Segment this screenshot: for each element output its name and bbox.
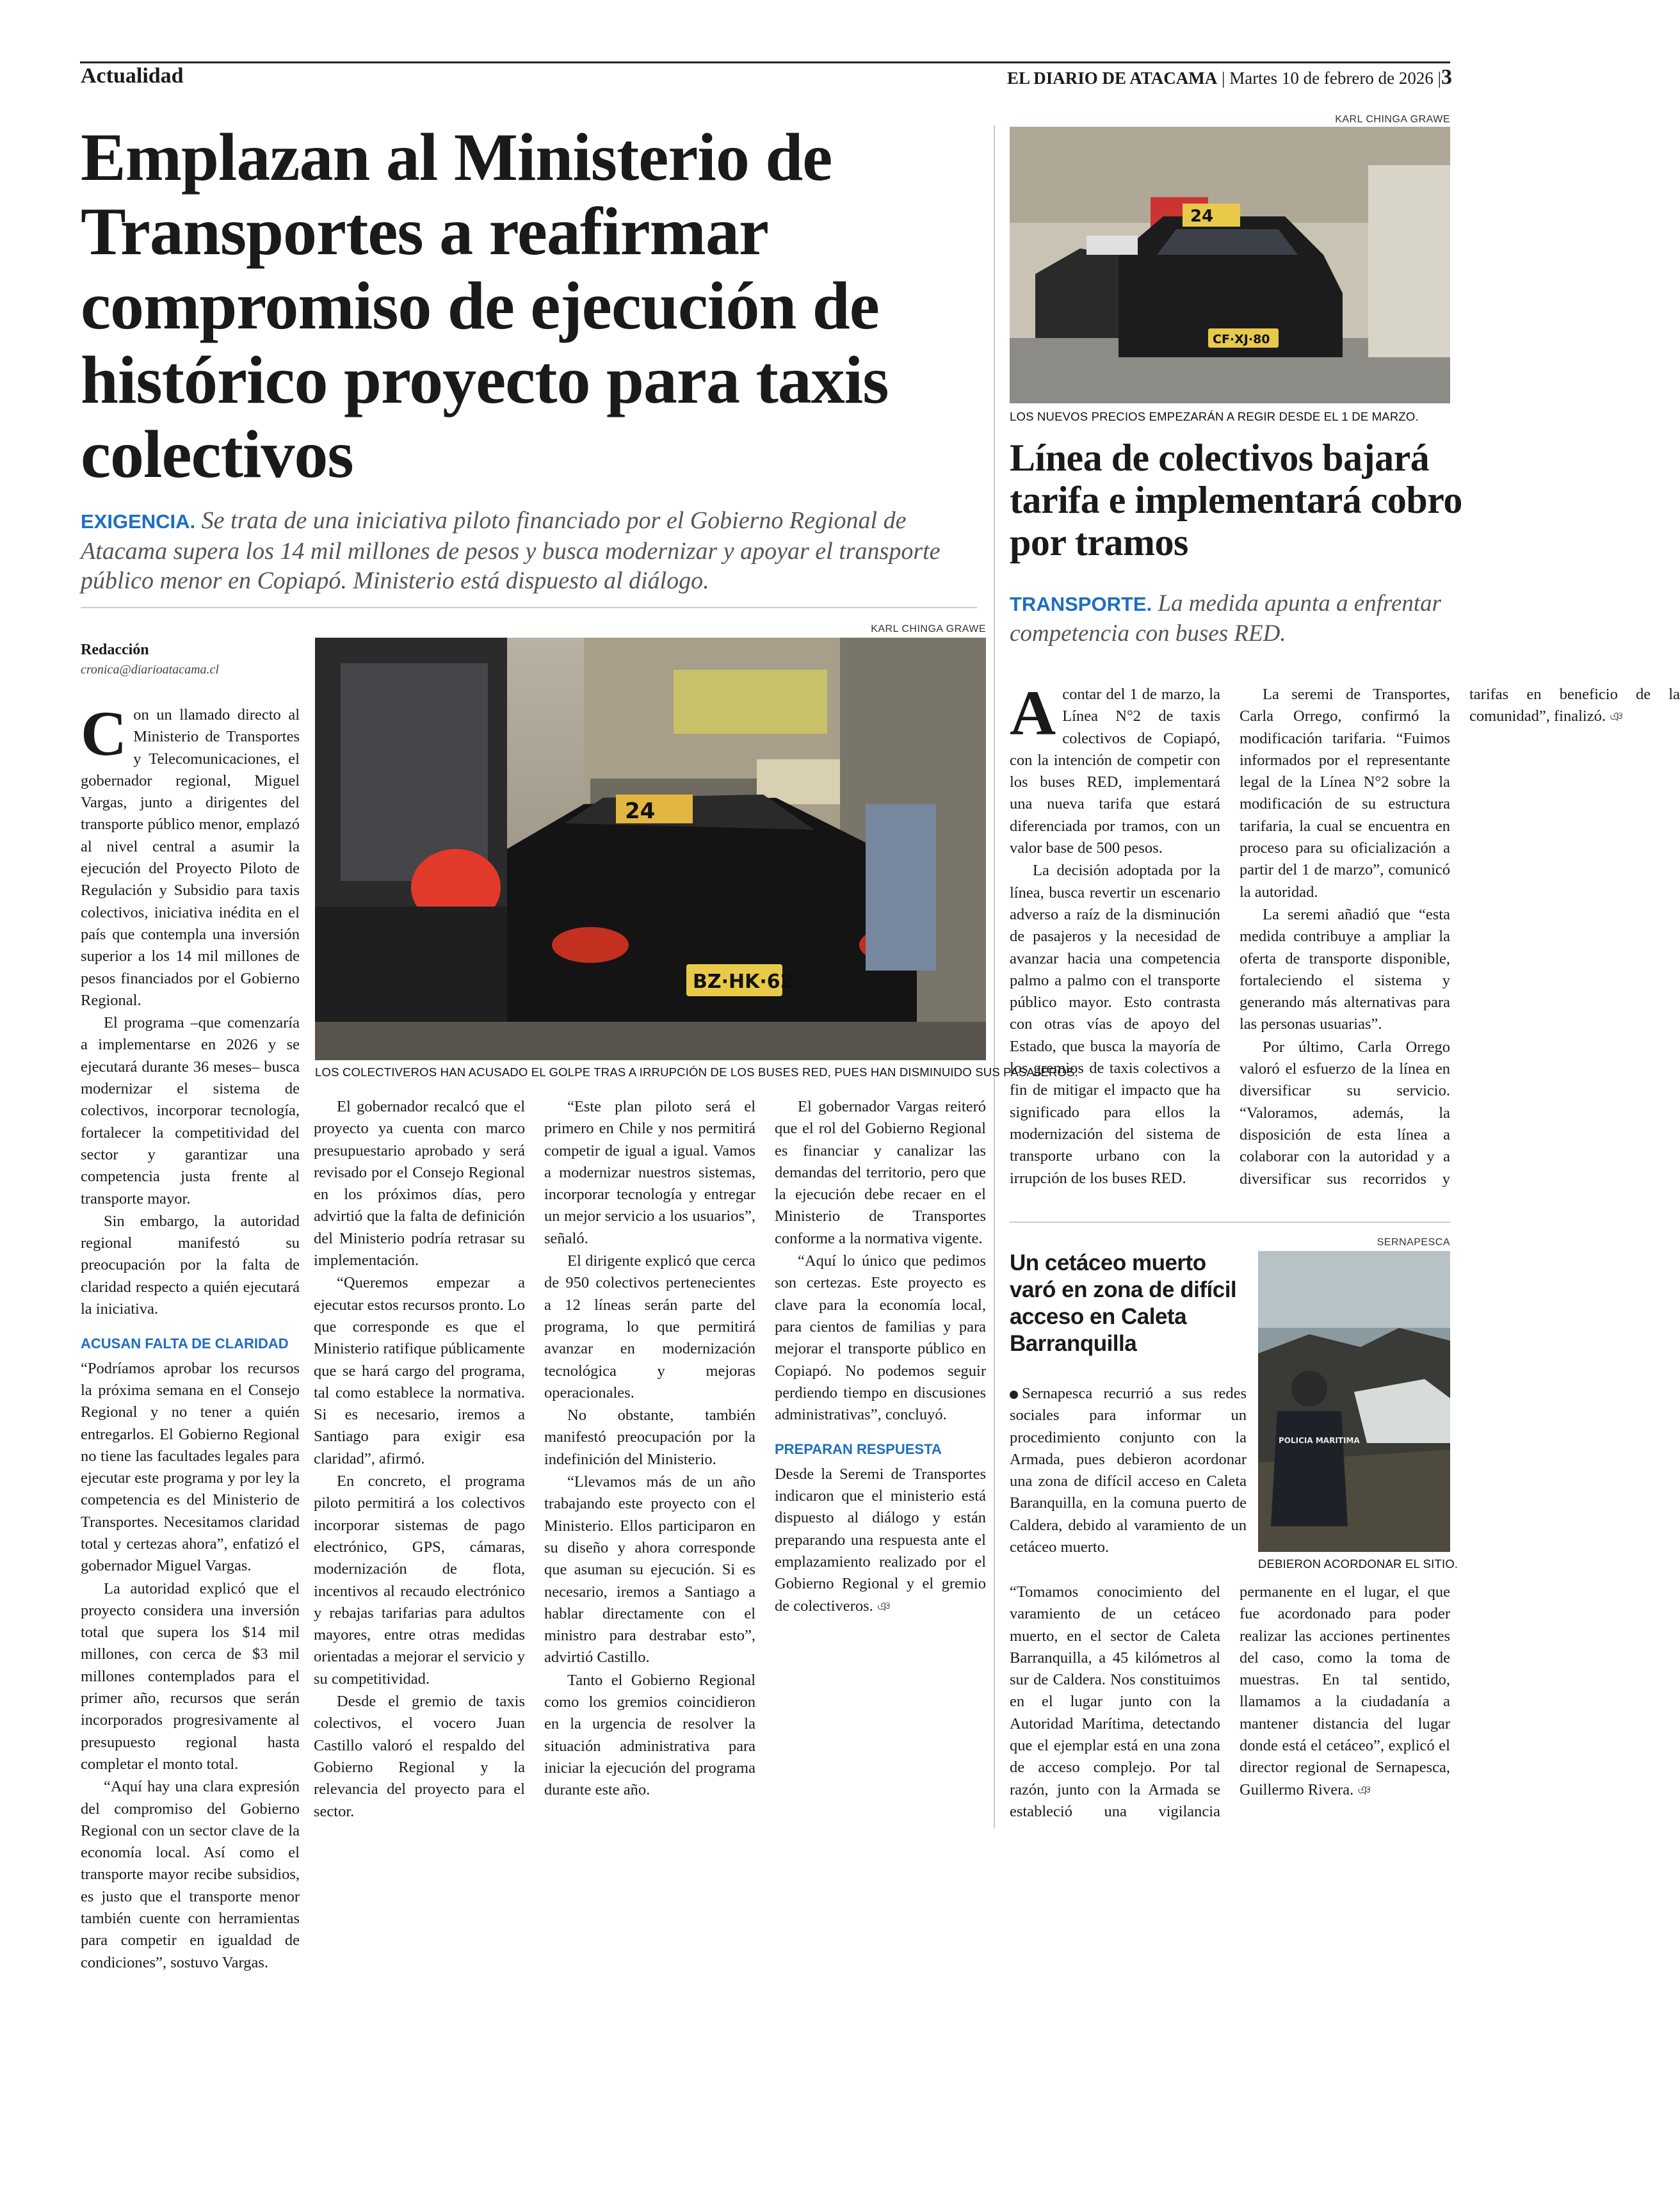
issue-date: Martes 10 de febrero de 2026 xyxy=(1229,69,1434,88)
article-paragraph: El programa –que comenzaría a implementarse en 2026 y se ejecutará durante 36 meses– busca modernizar el sistema de colectivos, incorporar tecnología, fortalecer la competitividad del sector y garantizar una competencia justa frente al transporte mayor. xyxy=(81,1014,300,1207)
article-paragraph: En concreto, el programa piloto permitirá a los colectivos incorporar sistemas de pago electrónico, GPS, cámaras, modernización de flota, incentivos al recaudo electrónico y rebajas tarifarias para adultos mayores, entre otras medidas orientadas a mejorar el servicio y su competitividad. xyxy=(314,1473,525,1688)
article-paragraph: Tanto el Gobierno Regional como los gremios coincidieron en la urgencia de resolver la situación administrativa para iniciar la ejecución del programa durante este año. xyxy=(544,1671,755,1799)
article-paragraph: La decisión adoptada por la línea, busca revertir un escenario adverso a raíz de la disminución de pasajeros y la necesidad de avanzar hacia una competencia palmo a palmo con el transporte público mayor. Esto contrasta con otras vías de apoyo del Estado, que busca la mayoría de los gremios de taxis colectivos a fin de mitigar el impacto que ha significado para ellos la modernización del sistema de transporte urbano con la irrupción de los buses RED. xyxy=(1010,862,1220,1187)
masthead-info xyxy=(1007,65,1452,90)
byline xyxy=(81,642,298,677)
column-divider xyxy=(994,125,995,1829)
side-photo-caption: LOS NUEVOS PRECIOS EMPEZARÁN A REGIR DESDE EL 1 DE MARZO. xyxy=(1010,410,1419,423)
article-paragraph: El gobernador Vargas reiteró que el rol del Gobierno Regional es financiar y canalizar las demandas del territorio, pero que la ejecución debe recaer en el Ministerio de Transportes conforme a la normativa vigente. xyxy=(775,1098,986,1247)
byline-name: Redacción xyxy=(81,642,149,658)
main-dropcap: C xyxy=(81,698,127,769)
deck-rule xyxy=(81,607,977,608)
brief-column-1 xyxy=(1010,1383,1247,1559)
header-rule xyxy=(80,61,1450,63)
article-paragraph: “Este plan piloto será el primero en Chile y nos permitirá competir de igual a igual. Vamos a modernizar nuestros sistemas, incorporar tecnología y entregar un mejor servicio a los usuarios”, señaló. xyxy=(544,1098,755,1247)
article-paragraph: “Llevamos más de un año trabajando este proyecto con el Ministerio. Ellos participaron en su diseño y ahora corresponde que asuman su ejecución. Si es necesario, iremos a Santiago a hablar directamente con el ministro para destrabar esto”, advirtió Castillo. xyxy=(544,1473,755,1667)
article-paragraph: Desde el gremio de taxis colectivos, el vocero Juan Castillo valoró el respaldo del Gobierno Regional y la relevancia del proyecto para el sector. xyxy=(314,1693,525,1820)
article-paragraph: El gobernador recalcó que el proyecto ya cuenta con marco presupuestario aprobado y será revisado por el Consejo Regional en los próximos días, pero advirtió que la falta de definición del Ministerio podría retrasar su implementación. xyxy=(314,1098,525,1270)
article-paragraph: “Aquí hay una clara expresión del compromiso del Gobierno Regional con un sector clave de la economía local. Así como el transporte mayor recibe subsidios, es justo que el transporte menor también cuente con herramientas para competir en igualdad de condiciones”, sostuvo Vargas. xyxy=(81,1778,300,1971)
article-paragraph: “Queremos empezar a ejecutar estos recursos pronto. Lo que corresponde es que el Ministerio ratifique públicamente que se hará cargo del programa, tal como establece la normativa. Si es necesario, iremos a Santiago para exigir esa claridad”, afirmó. xyxy=(314,1274,525,1467)
main-deck xyxy=(81,506,990,595)
article-paragraph: “Tomamos conocimiento del varamiento de un cetáceo muerto, en el sector de Caleta Barranquilla, a 45 kilómetros al sur de Caldera. Nos constituimos en el lugar junto con la Autoridad Marítima, detectando que el ejemplar está en una zona de acceso complejo. Por tal razón, junto con la Armada se estableció una vigilancia permanente en el lugar, el que fue acordonado para poder realizar las acciones pertinentes del caso, como la toma de muestras. En tal sentido, llamamos a la ciudadanía a mantener distancia del lugar donde está el cetáceo”, explicó el director regional de Sernapesca, Guillermo Rivera. ঞ xyxy=(1010,1583,1450,1820)
end-mark-icon: ঞ xyxy=(876,1598,891,1614)
subheading: ACUSAN FALTA DE CLARIDAD xyxy=(81,1336,289,1352)
article-paragraph: “Podríamos aprobar los recursos la próxima semana en el Consejo Regional y no tener a quién entregarlos. El Gobierno Regional no tiene las facultades legales para ejecutar este programa y por ley la competencia es del Ministerio de Transportes. Necesitamos claridad total y certezas ahora”, enfatizó el gobernador Miguel Vargas. xyxy=(81,1359,300,1575)
side-deck xyxy=(1010,589,1471,649)
end-mark-icon: ঞ xyxy=(1357,1782,1371,1798)
article-paragraph: La seremi añadió que “esta medida contribuye a ampliar la oferta de transporte disponible, fortaleciendo el sistema y generando más alternativas para las personas usuarias”. xyxy=(1240,905,1450,1033)
subheading: PREPARAN RESPUESTA xyxy=(775,1441,942,1458)
article-paragraph: Acontar del 1 de marzo, la Línea N°2 de taxis colectivos de Copiapó, con la intención de competir con los buses RED, implementará una nueva tarifa que estará diferenciada por tramos, con un valor base de 500 pesos. xyxy=(1010,677,1220,857)
byline-email: cronica@diarioatacama.cl xyxy=(81,663,219,677)
main-deck-text: Se trata de una iniciativa piloto financiado por el Gobierno Regional de Atacama supera los 14 mil millones de pesos y busca modernizar y apoyar el transporte público menor en Copiapó. Ministerio está dispuesto al diálogo. xyxy=(81,507,941,594)
vest-text: POLICIA MARITIMA xyxy=(1279,1436,1360,1445)
brief-headline: Un cetáceo muerto varó en zona de difícil acceso en Caleta Barranquilla xyxy=(1010,1250,1237,1356)
main-photo-caption: LOS COLECTIVEROS HAN ACUSADO EL GOLPE TRAS A IRRUPCIÓN DE LOS BUSES RED, PUES HAN DISMINUIDO SUS PASAJEROS. xyxy=(315,1065,1078,1079)
main-route-sign: 24 xyxy=(625,798,656,824)
article-paragraph: Sin embargo, la autoridad regional manifestó su preocupación por la falta de claridad respecto a quién ejecutará la iniciativa. xyxy=(81,1212,300,1318)
brief-photo-credit: SERNAPESCA xyxy=(1377,1237,1450,1248)
main-kicker: EXIGENCIA. xyxy=(81,510,196,533)
main-columns-2-4 xyxy=(314,1096,986,1826)
main-column-1 xyxy=(81,698,300,1974)
article-paragraph: Sernapesca recurrió a sus redes sociales para informar un procedimiento conjunto con la Armada, pues debieron acordonar una zona de difícil acceso en Caleta Baranquilla, en la comuna puerto de Caldera, debido al varamiento de un cetáceo muerto. xyxy=(1010,1385,1247,1556)
side-route-sign: 24 xyxy=(1190,207,1214,226)
article-paragraph: No obstante, también manifestó preocupación por la indefinición del Ministerio. xyxy=(544,1407,755,1468)
separator: | xyxy=(1222,69,1225,88)
article-paragraph: Con un llamado directo al Ministerio de Transportes y Telecomunicaciones, el gobernador regional, Miguel Vargas, junto a dirigentes del transporte público menor, emplazó al nivel central a asumir la ejecución del Proyecto Piloto de Regulación y Subsidio para taxis colectivos, iniciativa inédita en el país que contempla una inversión superior a los 14 mil millones de pesos financiados por el Gobierno Regional. xyxy=(81,698,300,1009)
article-paragraph: Desde la Seremi de Transportes indicaron que el ministerio está dispuesto al diálogo y están preparando una respuesta ante el emplazamiento realizado por el Gobierno Regional y el gremio de colectiveros. ঞ xyxy=(775,1465,986,1615)
main-headline: Emplazan al Ministerio de Transportes a reafirmar compromiso de ejecución de histórico proyecto para taxis colectivos xyxy=(81,120,889,492)
article-paragraph: La seremi de Transportes, Carla Orrego, confirmó la modificación tarifaria. “Fuimos informados por el representante legal de la Línea N°2 sobre la modificación de su estructura tarifaria, la cual se encuentra en proceso para su oficialización a partir del 1 de marzo”, comunicó la autoridad. xyxy=(1240,686,1450,901)
side-photo xyxy=(1010,127,1450,403)
separator: | xyxy=(1437,69,1441,88)
main-photo-credit: KARL CHINGA GRAWE xyxy=(871,624,986,634)
brief-rule xyxy=(1010,1222,1450,1223)
section-label: Actualidad xyxy=(81,64,184,88)
paper-name: EL DIARIO DE ATACAMA xyxy=(1007,69,1218,88)
side-plate: CF·XJ·80 xyxy=(1213,332,1270,346)
side-columns xyxy=(1010,677,1680,1222)
article-paragraph: Por último, Carla Orrego valoró el esfuerzo de la línea en diversificar su servicio. “Valoramos, además, la disposición de esta línea a colaborar con la autoridad y a diversificar sus recorridos y tarifas en beneficio de la comunidad”, finalizó. ঞ xyxy=(1240,686,1680,1188)
article-paragraph: El dirigente explicó que cerca de 950 colectivos pertenecientes a 12 líneas serán parte del programa, lo que permitirá avanzar en modernización tecnológica y mejoras operacionales. xyxy=(544,1252,755,1401)
brief-columns xyxy=(1010,1581,1450,1831)
side-deck-text: La medida apunta a enfrentar competencia con buses RED. xyxy=(1010,590,1442,647)
main-plate: BZ·HK·62 xyxy=(693,971,794,993)
article-paragraph: La autoridad explicó que el proyecto considera una inversión total que supera los $14 mil millones, con cerca de $3 mil millones contemplados para el primer año, recursos que serán incorporados progresivamente al presupuesto regional hasta completar el monto total. xyxy=(81,1579,300,1773)
page-number: 3 xyxy=(1441,65,1452,89)
side-dropcap: A xyxy=(1010,677,1056,748)
side-headline: Línea de colectivos bajará tarifa e implementará cobro por tramos xyxy=(1010,437,1462,563)
end-mark-icon: ঞ xyxy=(1610,709,1624,725)
side-photo-credit: KARL CHINGA GRAWE xyxy=(1335,114,1450,125)
brief-photo xyxy=(1258,1251,1450,1552)
bullet-icon xyxy=(1010,1391,1018,1399)
side-kicker: TRANSPORTE. xyxy=(1010,593,1152,615)
article-paragraph: “Aquí lo único que pedimos son certezas. Este proyecto es clave para la economía local, para cientos de familias y para mejorar el transporte público en Copiapó. No podemos seguir perdiendo tiempo en discusiones administrativas”, concluyó. xyxy=(775,1252,986,1424)
main-photo xyxy=(315,638,986,1060)
brief-photo-caption: DEBIERON ACORDONAR EL SITIO. xyxy=(1258,1557,1458,1570)
